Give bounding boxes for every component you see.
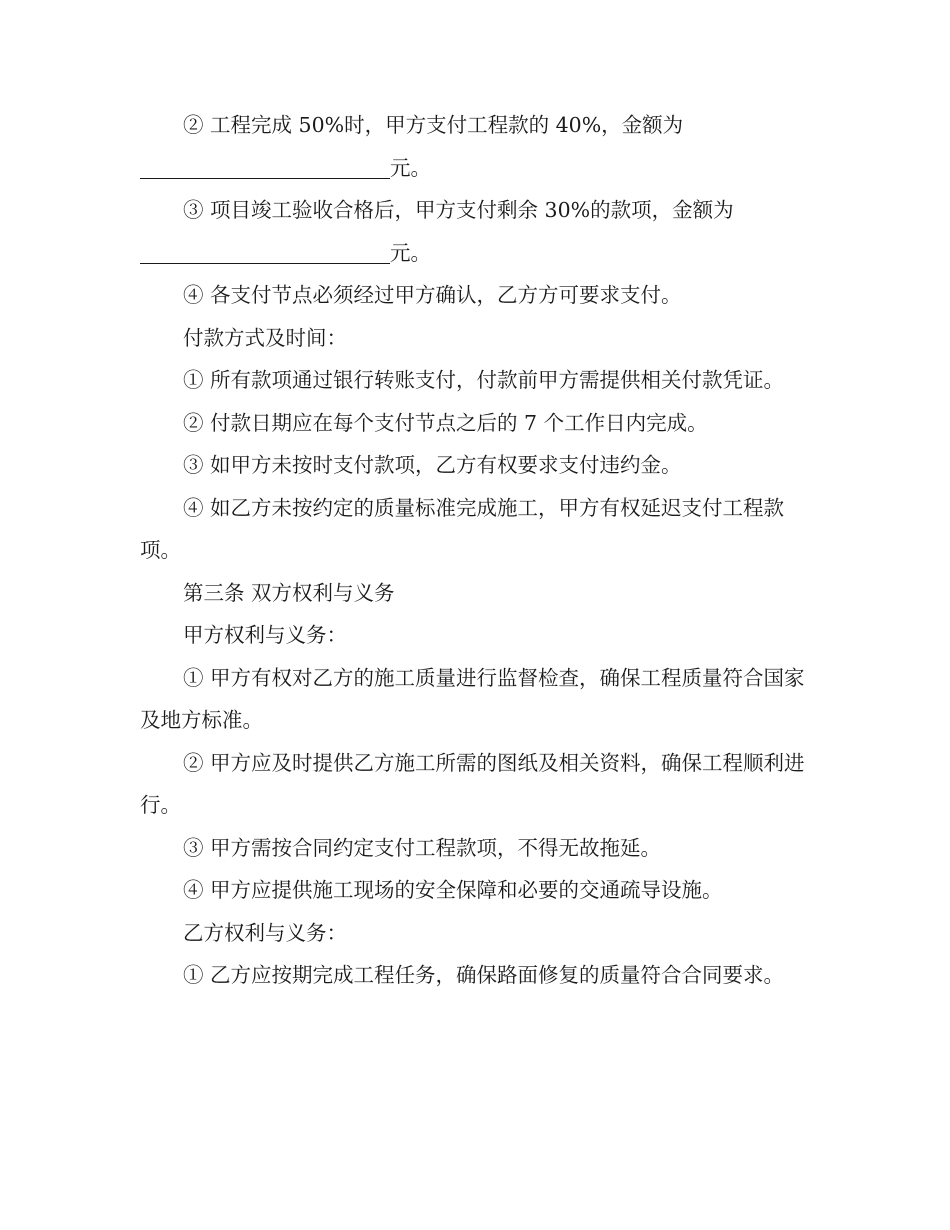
document-body: [140, 104, 810, 997]
party-a-item-3: ③ 甲方需按合同约定支付工程款项，不得无故拖延。: [183, 835, 662, 860]
payment-stage-item-4: ④ 各支付节点必须经过甲方确认，乙方方可要求支付。: [183, 283, 682, 307]
payment-method-item-2: ② 付款日期应在每个支付节点之后的 7 个工作日内完成。: [183, 410, 708, 435]
amount-unit-2: 元。: [390, 240, 431, 265]
party-a-item-4: ④ 甲方应提供施工现场的安全保障和必要的交通疏导设施。: [183, 878, 723, 902]
article-3-title: 第三条 双方权利与义务: [183, 580, 395, 605]
heading-payment-method: 付款方式及时间：: [183, 325, 347, 350]
party-a-item-2: ② 甲方应及时提供乙方施工所需的图纸及相关资料，确保工程顺利进行。: [140, 750, 805, 817]
payment-method-item-1: ① 所有款项通过银行转账支付，付款前甲方需提供相关付款凭证。: [183, 368, 785, 392]
amount-unit-1: 元。: [390, 155, 431, 180]
payment-method-item-4: ④ 如乙方未按约定的质量标准完成施工，甲方有权延迟支付工程款项。: [140, 495, 785, 562]
payment-stage-item-3: ③ 项目竣工验收合格后，甲方支付剩余 30%的款项，金额为: [183, 198, 734, 222]
party-b-item-1: ① 乙方应按期完成工程任务，确保路面修复的质量符合合同要求。: [183, 963, 785, 987]
amount-fill-line-2: [140, 232, 810, 275]
party-a-item-1: ① 甲方有权对乙方的施工质量进行监督检查，确保工程质量符合国家及地方标准。: [140, 665, 805, 732]
amount-blank-1[interactable]: [140, 150, 390, 179]
heading-party-a: 甲方权利与义务：: [183, 623, 347, 647]
payment-method-item-3: ③ 如甲方未按时支付款项，乙方有权要求支付违约金。: [183, 453, 682, 477]
amount-fill-line-1: [140, 147, 810, 190]
payment-stage-item-2: ② 工程完成 50%时，甲方支付工程款的 40%，金额为: [183, 113, 684, 137]
heading-party-b: 乙方权利与义务：: [183, 920, 347, 945]
amount-blank-2[interactable]: [140, 235, 390, 264]
